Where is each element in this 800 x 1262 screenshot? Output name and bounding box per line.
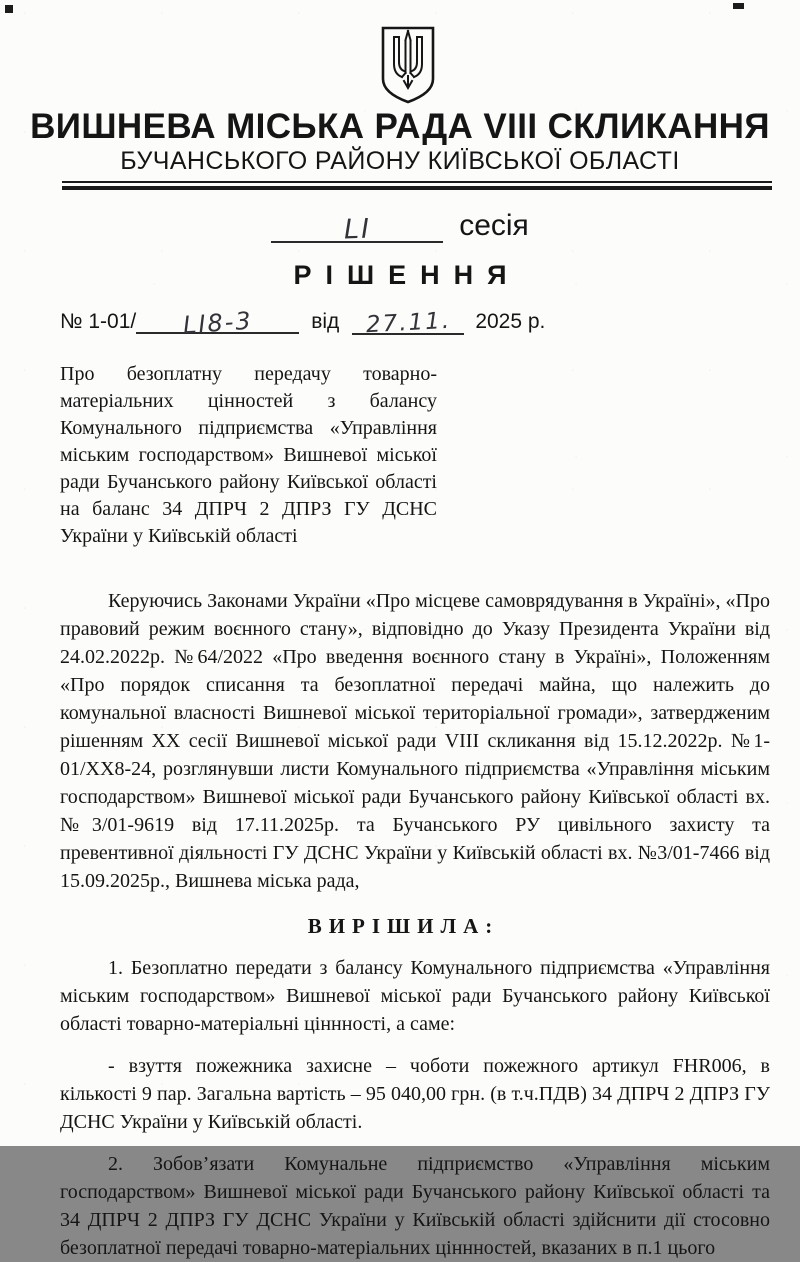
- scan-artifact: [5, 5, 13, 13]
- decision-number-handwritten: LI8-3: [182, 306, 254, 340]
- decision-number-prefix: № 1-01/: [60, 310, 137, 334]
- scan-artifact: [733, 3, 744, 9]
- header-divider: [62, 181, 772, 190]
- document-header: [0, 0, 800, 190]
- session-line: [0, 209, 800, 246]
- date-blank: [352, 308, 464, 339]
- council-name: ВИШНЕВА МІСЬКА РАДА VIII СКЛИКАННЯ: [30, 107, 770, 146]
- subject-paragraph: Про безоплатну передачу товарно-матеріальних цінностей з балансу Комунального підприємства «Управління міським господарством» Вишневої міської ради Бучанського району Київської області на баланс 34 ДПРЧ 2 ДПРЗ ГУ ДСНС України у Київській області: [60, 363, 437, 548]
- resolution-heading: ВИРІШИЛА:: [307, 914, 500, 939]
- resolution-item-bullet: - взуття пожежника захисне – чоботи пожежного артикул FHR006, в кількості 9 пар. Загальна вартість – 95 040,00 грн. (в т.ч.ПДВ) 34 ДПРЧ 2 ДПРЗ ГУ ДСНС України у Київській області.: [60, 1055, 770, 1134]
- decision-number-blank: [136, 306, 299, 340]
- resolution-item-2: 2. Зобов’язати Комунальне підприємство «Управління міським господарством» Вишневої міської ради Бучанського району Київської області та 34 ДПРЧ 2 ДПРЗ ГУ ДСНС України у Київській області здійснити дії стосовно безоплатної передачі товарно-матеріальних ціннностей, вказаних в п.1 цього: [60, 1153, 770, 1260]
- decision-number-line: [0, 306, 800, 340]
- year-label: 2025 р.: [475, 310, 546, 334]
- council-district: БУЧАНСЬКОГО РАЙОНУ КИЇВСЬКОЇ ОБЛАСТІ: [120, 147, 680, 176]
- resolution-item-1: 1. Безоплатно передати з балансу Комунального підприємства «Управління міським господарством» Вишневої міської ради Бучанського району Київської області товарно-матеріальні ціннності, а саме:: [60, 957, 770, 1036]
- preamble-paragraph: Керуючись Законами України «Про місцеве самоврядування в Україні», «Про правовий режим воєнного стану», відповідно до Указу Президента України від 24.02.2022р. №64/2022 «Про введення воєнного стану в Україні», Положенням «Про порядок списання та безоплатної передачі майна, що належить до комунальної власності Вишневої міської територіальної громади», затвердженим рішенням XX сесії Вишневої міської ради VIII скликання від 15.12.2022р. №1-01/XX8-24, розглянувши листи Комунального підприємства «Управління міським господарством» Вишневої міської ради Бучанського району Київської області вх. №3/01-9619 від 17.11.2025р. та Бучанського РУ цивільного захисту та превентивної діяльності ГУ ДСНС України у Київській області вх. №3/01-7466 від 15.09.2025р., Вишнева міська рада,: [60, 590, 770, 893]
- session-number-blank: [271, 211, 443, 246]
- session-label: сесія: [459, 209, 529, 243]
- ukraine-trident-emblem-icon: [0, 26, 800, 104]
- session-number-handwritten: LI: [343, 213, 372, 246]
- decision-title: РІШЕННЯ: [293, 260, 521, 291]
- date-label: від: [311, 310, 340, 334]
- date-handwritten: 27.11.: [365, 308, 452, 339]
